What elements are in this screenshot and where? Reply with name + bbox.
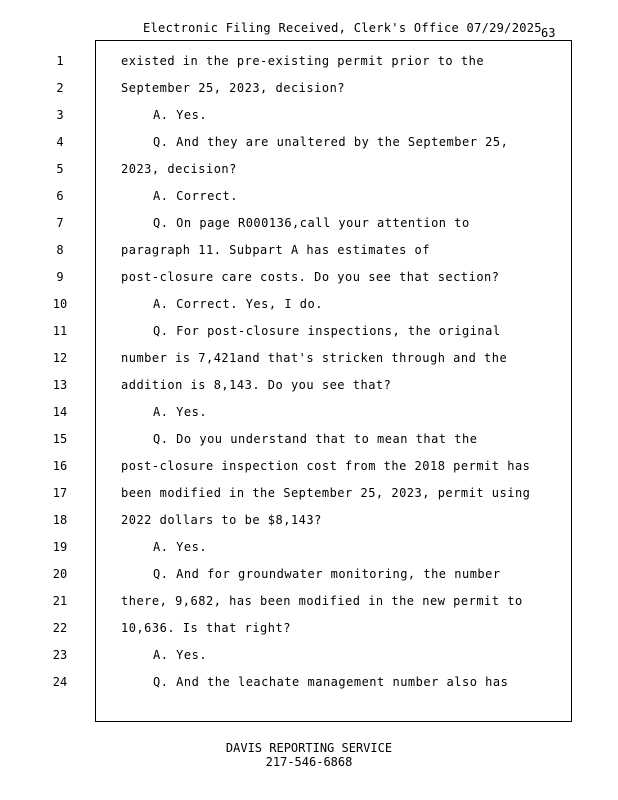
line-number: 10: [52, 297, 68, 311]
line-text: Q. And they are unaltered by the September 25,: [153, 135, 509, 149]
line-number: 7: [56, 216, 64, 230]
transcript-line: [0, 618, 618, 638]
transcript-line: [0, 456, 618, 476]
line-text: paragraph 11. Subpart A has estimates of: [121, 243, 430, 257]
line-text: A. Yes.: [153, 540, 208, 554]
line-number: 2: [56, 81, 64, 95]
line-number: 15: [52, 432, 68, 446]
transcript-line: [0, 213, 618, 233]
line-text: number is 7,421and that's stricken through and the: [121, 351, 508, 365]
line-number: 23: [52, 648, 68, 662]
transcript-line: [0, 186, 618, 206]
transcript-line: [0, 510, 618, 530]
transcript-line: [0, 321, 618, 341]
line-number: 14: [52, 405, 68, 419]
transcript-line: [0, 51, 618, 71]
transcript-line: [0, 105, 618, 125]
line-text: A. Yes.: [153, 108, 208, 122]
page-number: 63: [541, 26, 556, 40]
transcript-line: [0, 591, 618, 611]
transcript-line: [0, 294, 618, 314]
line-number: 12: [52, 351, 68, 365]
line-number: 20: [52, 567, 68, 581]
line-text: September 25, 2023, decision?: [121, 81, 346, 95]
line-number: 3: [56, 108, 64, 122]
line-text: A. Yes.: [153, 648, 208, 662]
line-number: 18: [52, 513, 68, 527]
transcript-line: [0, 564, 618, 584]
line-text: post-closure inspection cost from the 2018 permit has: [121, 459, 531, 473]
transcript-line: [0, 240, 618, 260]
line-text: addition is 8,143. Do you see that?: [121, 378, 392, 392]
line-text: there, 9,682, has been modified in the new permit to: [121, 594, 523, 608]
line-text: Q. And the leachate management number also has: [153, 675, 509, 689]
line-number: 11: [52, 324, 68, 338]
line-text: A. Correct.: [153, 189, 238, 203]
line-number: 9: [56, 270, 64, 284]
line-number: 6: [56, 189, 64, 203]
line-number: 4: [56, 135, 64, 149]
transcript-line: [0, 375, 618, 395]
transcript-line: [0, 132, 618, 152]
transcript-line: [0, 645, 618, 665]
filing-stamp: Electronic Filing Received, Clerk's Office 07/29/2025: [143, 21, 542, 35]
line-text: been modified in the September 25, 2023, permit using: [121, 486, 531, 500]
transcript-line: [0, 402, 618, 422]
line-text: Q. For post-closure inspections, the original: [153, 324, 501, 338]
transcript-line: [0, 537, 618, 557]
line-text: Q. And for groundwater monitoring, the number: [153, 567, 501, 581]
transcript-line: [0, 429, 618, 449]
line-number: 17: [52, 486, 68, 500]
line-text: Q. Do you understand that to mean that the: [153, 432, 478, 446]
line-number: 8: [56, 243, 64, 257]
transcript-line: [0, 159, 618, 179]
reporting-phone: 217-546-6868: [265, 755, 353, 769]
line-number: 19: [52, 540, 68, 554]
transcript-line: [0, 672, 618, 692]
line-text: post-closure care costs. Do you see that section?: [121, 270, 500, 284]
line-number: 13: [52, 378, 68, 392]
line-number: 22: [52, 621, 68, 635]
line-text: existed in the pre-existing permit prior to the: [121, 54, 485, 68]
transcript-line: [0, 483, 618, 503]
line-text: 2022 dollars to be $8,143?: [121, 513, 322, 527]
transcript-line: [0, 348, 618, 368]
line-text: Q. On page R000136,call your attention to: [153, 216, 470, 230]
line-number: 1: [56, 54, 64, 68]
line-text: 10,636. Is that right?: [121, 621, 291, 635]
line-number: 16: [52, 459, 68, 473]
line-number: 21: [52, 594, 68, 608]
line-number: 24: [52, 675, 68, 689]
reporting-company: DAVIS REPORTING SERVICE: [225, 741, 393, 755]
transcript-line: [0, 78, 618, 98]
line-text: 2023, decision?: [121, 162, 237, 176]
line-number: 5: [56, 162, 64, 176]
transcript-line: [0, 267, 618, 287]
line-text: A. Yes.: [153, 405, 208, 419]
line-text: A. Correct. Yes, I do.: [153, 297, 323, 311]
